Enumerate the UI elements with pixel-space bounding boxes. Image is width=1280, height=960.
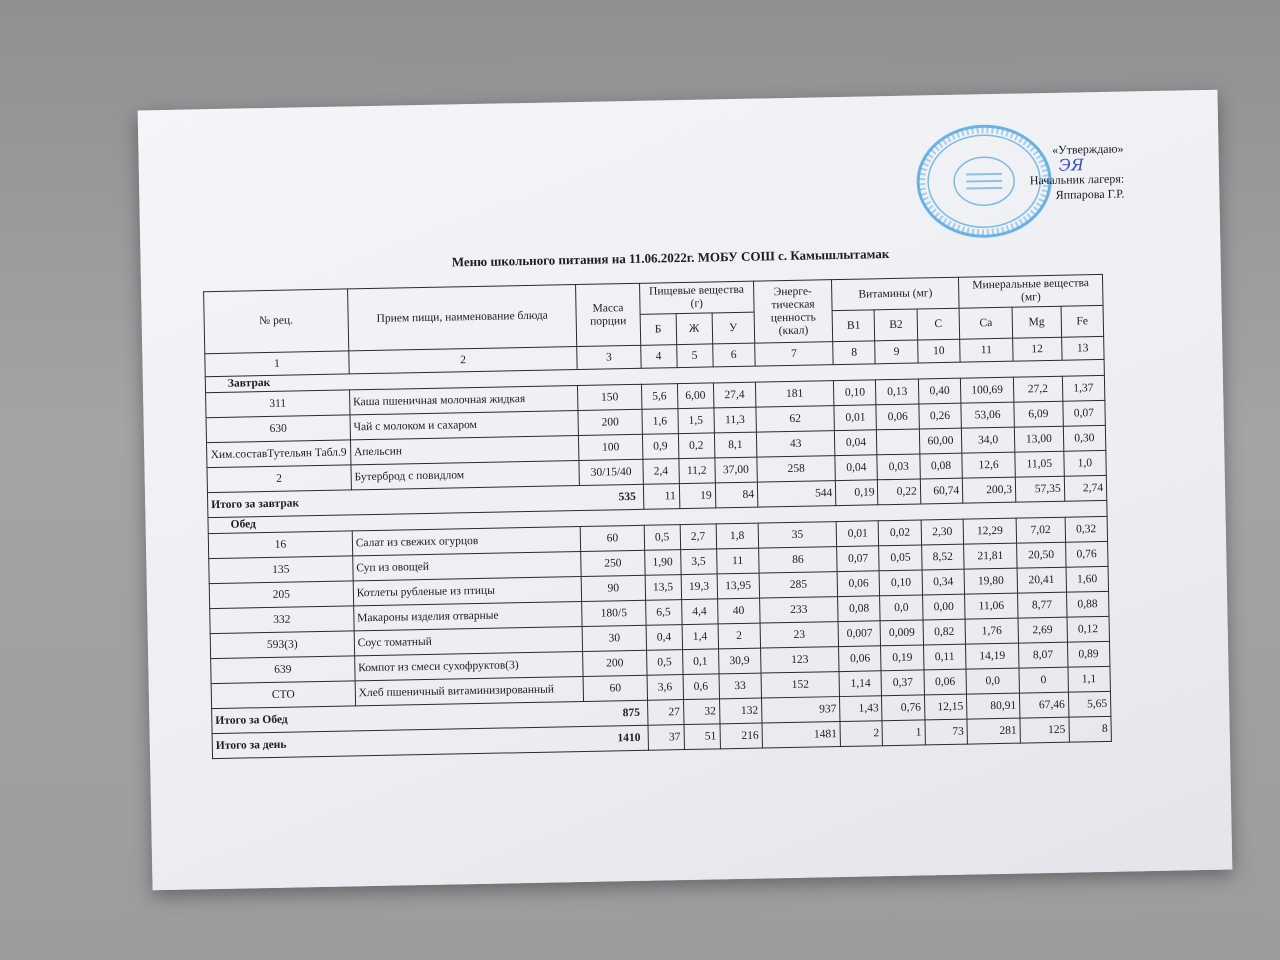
table-cell: 200 — [583, 650, 647, 676]
table-cell: 60 — [580, 525, 644, 551]
header-ca: Ca — [959, 307, 1012, 339]
total-cell: 216 — [720, 723, 763, 749]
table-cell: 6,5 — [645, 600, 681, 626]
table-cell: 258 — [757, 456, 836, 482]
table-cell: 11,05 — [1015, 451, 1064, 477]
column-number: 9 — [875, 340, 918, 364]
total-cell: 2 — [840, 721, 883, 747]
total-cell: 67,46 — [1019, 692, 1068, 718]
table-cell: 0,11 — [923, 644, 966, 670]
table-cell: 3,6 — [647, 675, 683, 701]
total-cell: 11 — [643, 484, 679, 510]
table-cell: 0,07 — [1062, 400, 1105, 426]
table-cell: 205 — [209, 581, 353, 609]
table-cell: 12,6 — [962, 452, 1015, 478]
table-cell: 60 — [583, 675, 647, 701]
table-cell: 14,19 — [966, 643, 1019, 669]
header-zh: Ж — [676, 313, 713, 345]
table-cell: 0,06 — [839, 646, 882, 672]
total-label-text: Итого за завтрак — [211, 496, 300, 511]
total-mass: 875 — [622, 706, 641, 719]
table-cell: 0 — [1019, 667, 1068, 693]
total-cell: 1481 — [762, 722, 841, 748]
table-cell: 1,0 — [1063, 450, 1106, 476]
table-cell: 5,6 — [641, 384, 677, 410]
column-number: 6 — [712, 343, 755, 367]
total-cell: 57,35 — [1015, 476, 1064, 502]
table-cell: 11,06 — [965, 593, 1018, 619]
table-cell: 7,02 — [1016, 517, 1065, 543]
column-number: 7 — [755, 342, 834, 366]
total-cell: 37 — [648, 725, 684, 751]
table-cell: 0,01 — [836, 521, 879, 547]
table-cell: 20,41 — [1017, 567, 1066, 593]
table-cell: 1,14 — [839, 671, 882, 697]
table-cell: 11,2 — [679, 458, 715, 484]
table-cell: Бутерброд с повидлом — [351, 461, 580, 490]
table-cell: 0,26 — [919, 403, 962, 429]
table-cell: 1,6 — [642, 409, 678, 435]
table-cell: 0,32 — [1065, 516, 1108, 542]
table-cell: 34,0 — [961, 427, 1014, 453]
table-cell: Чай с молоком и сахаром — [350, 411, 579, 440]
column-number: 3 — [577, 345, 641, 369]
table-cell: 0,0 — [966, 668, 1019, 694]
table-cell: Соус томатный — [354, 626, 583, 655]
header-b1: B1 — [832, 310, 875, 342]
table-cell: 250 — [581, 550, 645, 576]
total-cell: 60,74 — [920, 478, 963, 504]
header-mg: Mg — [1012, 306, 1061, 338]
table-cell: 35 — [758, 522, 837, 548]
table-cell: 0,08 — [838, 596, 881, 622]
table-cell: Каша пшеничная молочная жидкая — [349, 386, 578, 415]
header-energy: Энерге-тическая ценность (ккал) — [753, 280, 832, 343]
total-cell: 2,74 — [1064, 475, 1107, 501]
table-cell: 1,90 — [644, 550, 680, 576]
total-mass: 1410 — [617, 731, 641, 744]
header-b2: B2 — [875, 309, 918, 341]
table-cell: Апельсин — [350, 436, 579, 465]
table-cell: 0,05 — [879, 545, 922, 571]
table-cell: СТО — [211, 681, 355, 709]
document-title: Меню школьного питания на 11.06.2022г. МОБУ СОШ с. Камышлытамак — [451, 246, 890, 270]
table-cell: 0,19 — [881, 645, 924, 671]
table-cell: 150 — [578, 384, 642, 410]
total-cell: 132 — [719, 698, 762, 724]
table-cell: 1,8 — [716, 523, 759, 549]
total-cell: 19 — [679, 483, 715, 509]
table-cell: 0,12 — [1067, 616, 1110, 642]
table-cell: 20,50 — [1017, 542, 1066, 568]
total-cell: 0,22 — [878, 479, 921, 505]
table-cell: 2,7 — [680, 524, 716, 550]
table-cell: 30 — [582, 625, 646, 651]
table-cell: 16 — [208, 531, 352, 559]
table-cell: 4,4 — [681, 599, 717, 625]
total-cell: 5,65 — [1068, 691, 1111, 717]
total-cell: 12,15 — [924, 694, 967, 720]
table-cell — [877, 429, 920, 455]
table-cell: 0,76 — [1065, 541, 1108, 567]
table-cell: Суп из овощей — [353, 552, 582, 581]
table-cell: 11,3 — [714, 407, 757, 433]
table-cell: 86 — [759, 547, 838, 573]
total-cell: 937 — [761, 697, 840, 723]
table-cell: 630 — [206, 415, 350, 443]
column-number: 4 — [640, 345, 676, 369]
table-cell: 0,5 — [644, 525, 680, 551]
table-cell: 100 — [579, 434, 643, 460]
table-cell: 0,03 — [877, 454, 920, 480]
table-cell: 40 — [717, 598, 760, 624]
table-cell: 0,08 — [920, 453, 963, 479]
total-label-text: Итого за день — [215, 738, 287, 752]
table-cell: Макароны изделия отварные — [353, 602, 582, 631]
total-cell: 27 — [647, 700, 683, 726]
total-cell: 84 — [715, 482, 758, 508]
table-cell: Хлеб пшеничный витаминизированный — [355, 676, 584, 705]
table-cell: 6,00 — [677, 383, 713, 409]
column-number: 13 — [1061, 336, 1104, 360]
header-vitamins: Витамины (мг) — [832, 277, 959, 310]
total-cell: 544 — [757, 481, 836, 507]
table-cell: 23 — [760, 622, 839, 648]
table-cell: 2 — [207, 465, 351, 493]
table-cell: 0,10 — [834, 380, 877, 406]
table-cell: 200 — [578, 409, 642, 435]
column-number: 10 — [917, 339, 960, 363]
table-cell: 233 — [760, 597, 839, 623]
table-cell: 0,9 — [642, 434, 678, 460]
table-cell: 0,4 — [646, 625, 682, 651]
table-cell: 13,5 — [645, 575, 681, 601]
table-cell: 123 — [760, 647, 839, 673]
table-cell: 62 — [756, 406, 835, 432]
header-b: Б — [640, 314, 677, 346]
total-cell: 0,19 — [836, 480, 879, 506]
table-cell: 30/15/40 — [579, 459, 643, 485]
table-cell: 181 — [755, 381, 834, 407]
header-c: C — [917, 308, 960, 340]
table-cell: 0,0 — [880, 595, 923, 621]
table-cell: 0,6 — [683, 674, 719, 700]
table-cell: 0,5 — [646, 650, 682, 676]
table-cell: 1,37 — [1062, 375, 1105, 401]
table-cell: 19,3 — [681, 574, 717, 600]
table-cell: 19,80 — [964, 568, 1017, 594]
table-cell: 332 — [210, 606, 354, 634]
column-number: 11 — [960, 338, 1013, 362]
table-cell: 0,82 — [923, 619, 966, 645]
table-cell: 0,07 — [837, 546, 880, 572]
table-cell: 13,00 — [1014, 426, 1063, 452]
column-number: 5 — [676, 344, 712, 368]
total-mass: 535 — [618, 490, 636, 503]
table-cell: 8,77 — [1017, 592, 1066, 618]
table-cell: Котлеты рубленые из птицы — [353, 577, 582, 606]
section-label: Обед — [208, 500, 1107, 533]
table-cell: 27,4 — [713, 382, 756, 408]
table-cell: 593(3) — [210, 631, 354, 659]
table-cell: 8,52 — [921, 544, 964, 570]
table-cell: 27,2 — [1013, 376, 1062, 402]
table-cell: 0,04 — [835, 430, 878, 456]
header-minerals: Минеральные вещества (мг) — [959, 274, 1103, 308]
section-label: Завтрак — [205, 359, 1104, 392]
table-cell: 0,13 — [876, 379, 919, 405]
menu-body — [205, 336, 1112, 758]
table-cell: 13,95 — [717, 573, 760, 599]
table-cell: 1,4 — [682, 624, 718, 650]
table-cell: 152 — [761, 672, 840, 698]
table-cell: 12,29 — [963, 518, 1016, 544]
menu-sheet — [138, 90, 1233, 891]
total-cell: 80,91 — [967, 693, 1020, 719]
table-cell: 3,5 — [680, 549, 716, 575]
table-cell: 21,81 — [964, 543, 1017, 569]
table-cell: 6,09 — [1014, 401, 1063, 427]
header-u: У — [712, 312, 755, 344]
table-cell: 0,06 — [876, 404, 919, 430]
approver-position: Начальник лагеря: — [1029, 171, 1125, 188]
total-cell: 1,43 — [840, 696, 883, 722]
table-cell: 2,30 — [921, 519, 964, 545]
table-cell: Салат из свежих огурцов — [352, 527, 581, 556]
table-cell: 53,06 — [961, 402, 1014, 428]
column-number: 12 — [1013, 337, 1062, 361]
table-cell: 33 — [719, 673, 762, 699]
table-cell: 311 — [206, 390, 350, 418]
total-cell: 200,3 — [962, 477, 1015, 503]
table-cell: 0,89 — [1067, 641, 1110, 667]
table-cell: 2,69 — [1018, 617, 1067, 643]
header-dish: Прием пищи, наименование блюда — [347, 285, 577, 351]
table-cell: 0,37 — [881, 670, 924, 696]
table-cell: 43 — [756, 431, 835, 457]
table-cell: 8,07 — [1018, 642, 1067, 668]
table-cell: 0,02 — [879, 520, 922, 546]
table-cell: 100,69 — [960, 377, 1013, 403]
total-label-text: Итого за Обед — [215, 713, 288, 727]
table-cell: 180/5 — [582, 600, 646, 626]
table-cell: 11 — [716, 548, 759, 574]
approve-label: «Утверждаю» — [1052, 141, 1124, 157]
table-cell: 1,76 — [965, 618, 1018, 644]
column-number: 1 — [205, 351, 349, 377]
table-cell: 0,04 — [835, 455, 878, 481]
total-cell: 1 — [882, 720, 925, 746]
column-number: 2 — [349, 347, 578, 374]
table-cell: 1,5 — [678, 408, 714, 434]
menu-table — [203, 274, 1112, 759]
table-cell: 2 — [718, 623, 761, 649]
table-cell: 639 — [211, 656, 355, 684]
table-cell: 0,1 — [682, 649, 718, 675]
header-nutrients: Пищевые вещества (г) — [639, 281, 754, 314]
table-cell: 0,00 — [922, 594, 965, 620]
table-cell: 0,40 — [918, 378, 961, 404]
approver-name: Яппарова Г.Р. — [1055, 186, 1125, 202]
header-mass: Масса порции — [576, 283, 641, 346]
header-rec: № рец. — [204, 289, 349, 354]
total-cell: 51 — [684, 724, 720, 750]
table-cell: Компот из смеси сухофруктов(3) — [354, 651, 583, 680]
table-cell: 0,01 — [834, 405, 877, 431]
table-cell: 1,60 — [1066, 566, 1109, 592]
signature: ЭЯ — [1058, 155, 1085, 175]
table-cell: 0,88 — [1066, 591, 1109, 617]
total-cell: 73 — [925, 719, 968, 745]
total-cell: 8 — [1069, 716, 1112, 742]
table-cell: 90 — [581, 575, 645, 601]
total-cell: 0,76 — [882, 695, 925, 721]
table-cell: Хим.составТутельян Табл.9 — [207, 440, 351, 468]
table-cell: 1,1 — [1068, 666, 1111, 692]
table-cell: 0,2 — [678, 433, 714, 459]
total-cell: 125 — [1020, 717, 1069, 743]
total-cell: 32 — [683, 699, 719, 725]
table-cell: 0,009 — [881, 620, 924, 646]
table-cell: 0,34 — [922, 569, 965, 595]
approval-block — [1029, 142, 1125, 204]
column-number: 8 — [833, 341, 876, 365]
table-cell: 0,10 — [880, 570, 923, 596]
total-cell: 281 — [967, 718, 1020, 744]
table-cell: 37,00 — [715, 457, 758, 483]
table-cell: 0,06 — [924, 669, 967, 695]
table-cell: 30,9 — [718, 648, 761, 674]
table-cell: 2,4 — [643, 459, 679, 485]
table-cell: 0,06 — [837, 571, 880, 597]
table-cell: 8,1 — [714, 432, 757, 458]
header-fe: Fe — [1061, 305, 1104, 337]
table-cell: 135 — [209, 556, 353, 584]
table-cell: 60,00 — [919, 428, 962, 454]
table-cell: 0,007 — [838, 621, 881, 647]
table-cell: 0,30 — [1063, 425, 1106, 451]
table-cell: 285 — [759, 572, 838, 598]
